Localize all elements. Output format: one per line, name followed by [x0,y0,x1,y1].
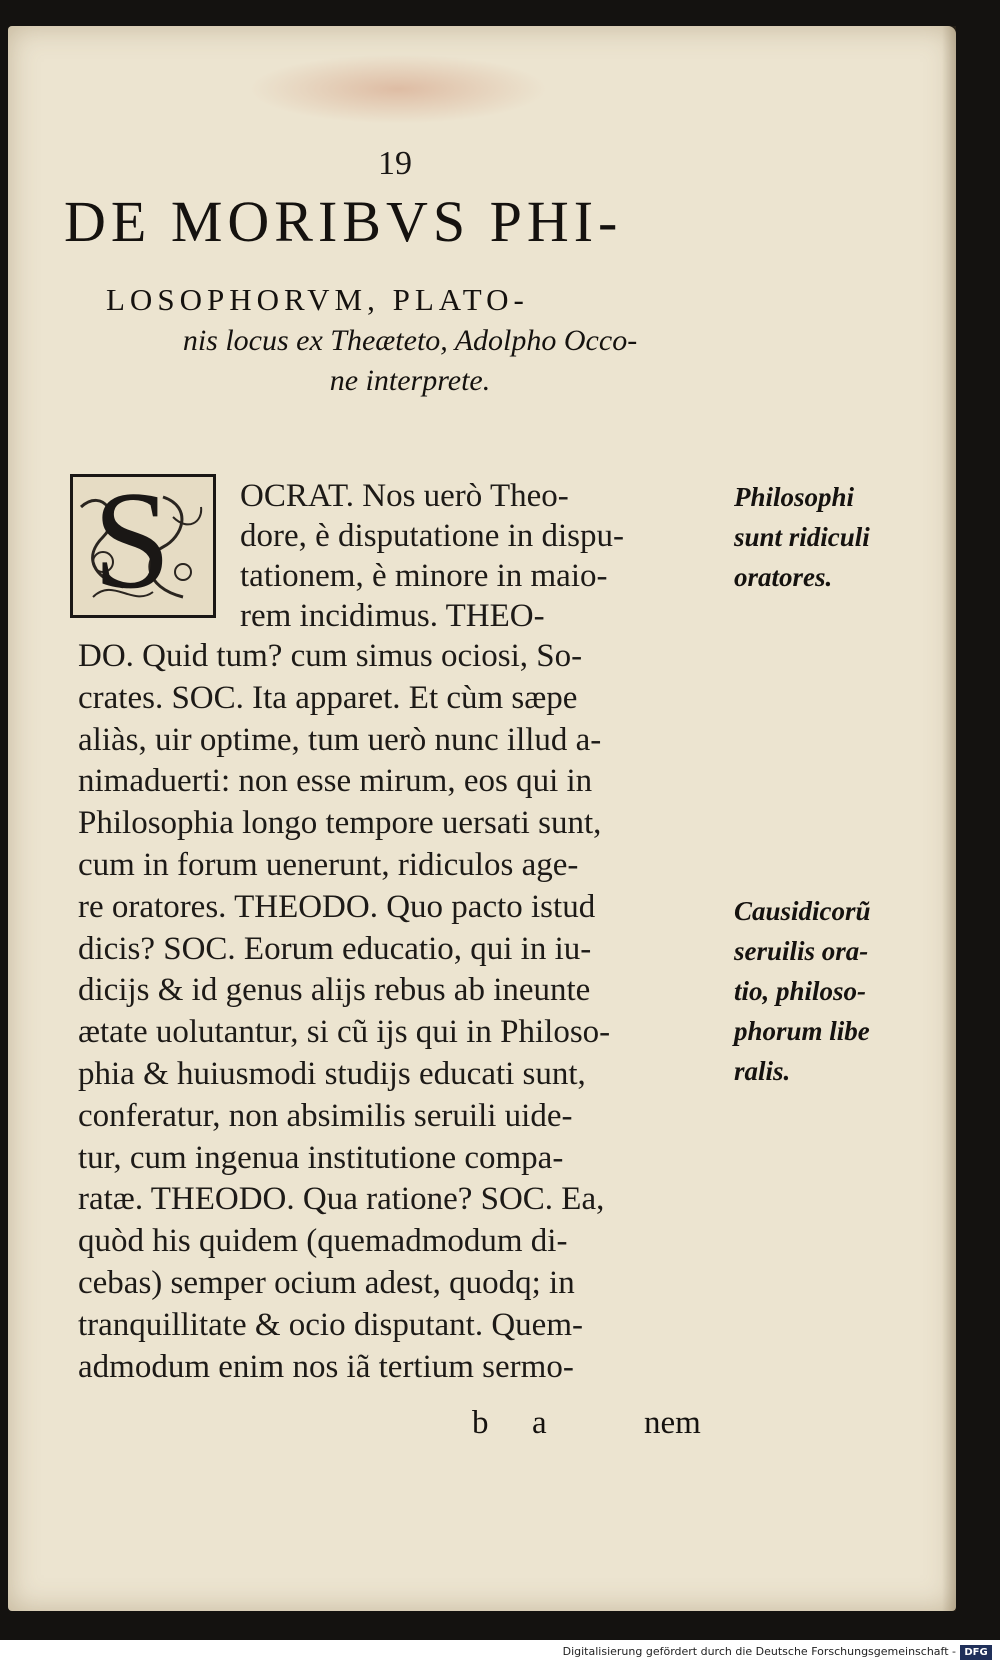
body-line: cebas) semper ocium adest, quodq; in [78,1265,575,1301]
body-line: dicis? SOC. Eorum educatio, qui in iu- [78,931,592,967]
funding-text: Digitalisierung gefördert durch die Deutsche Forschungsgemeinschaft - [562,1645,956,1658]
body-line: tranquillitate & ocio disputant. Quem- [78,1307,583,1343]
body-line: tationem, è minore in maio- [240,558,608,594]
body-line: aliàs, uir optime, tum uerò nunc illud a- [78,722,602,758]
body-line: phia & huiusmodi studijs educati sunt, [78,1056,586,1092]
body-line: Philosophia longo tempore uersati sunt, [78,805,602,841]
body-line: DO. Quid tum? cum simus ociosi, So- [78,638,583,674]
title-line-4: ne interprete. [329,364,491,397]
page-number: 19 [378,145,412,182]
water-stain [248,54,548,124]
margin-note-1-line: sunt ridiculi [734,522,870,552]
body-line: re oratores. THEODO. Quo pacto istud [78,889,596,925]
signature-number: a [532,1405,547,1441]
body-line: tur, cum ingenua institutione compa- [78,1140,564,1176]
margin-note-1-line: Philosophi [734,482,855,512]
body-line: dore, è disputatione in dispu- [240,518,625,554]
body-line: dicijs & id genus alijs rebus ab ineunte [78,972,591,1008]
margin-note-2-line: tio, philoso- [734,976,867,1006]
body-line: ætate uolutantur, si cũ ijs qui in Philoso- [78,1014,611,1050]
body-line: quòd his quidem (quemadmodum di- [78,1223,568,1259]
page-edge-shadow [942,26,956,1611]
body-line: ratæ. THEODO. Qua ratione? SOC. Ea, [78,1181,605,1217]
title-line-2: LOSOPHORVM, PLATO- [106,282,529,317]
body-line: rem incidimus. THEO- [240,598,545,634]
margin-note-2-line: seruilis ora- [734,936,869,966]
decorated-initial [70,463,216,618]
catchword: nem [644,1405,701,1441]
margin-note-2-line: ralis. [734,1056,791,1086]
body-line: cum in forum uenerunt, ridiculos age- [78,847,579,883]
margin-note-2-line: phorum libe [734,1016,870,1046]
body-line: crates. SOC. Ita apparet. Et cùm sæpe [78,680,578,716]
funding-footer [0,1640,1000,1666]
body-line: nimaduerti: non esse mirum, eos qui in [78,763,593,799]
body-line: conferatur, non absimilis seruili uide- [78,1098,573,1134]
body-line: admodum enim nos iã tertium sermo- [78,1349,574,1385]
signature-mark: b [472,1405,489,1441]
title-line-3: nis locus ex Theæteto, Adolpho Occo- [182,324,638,357]
initial-letter: S [93,463,171,618]
dfg-logo-icon: DFG [960,1645,992,1660]
title-line-1: DE MORIBVS PHI- [64,189,623,254]
margin-note-2-line: Causidicorũ [734,896,871,926]
margin-note-1-line: oratores. [734,562,833,592]
body-line: OCRAT. Nos uerò Theo- [240,478,569,514]
